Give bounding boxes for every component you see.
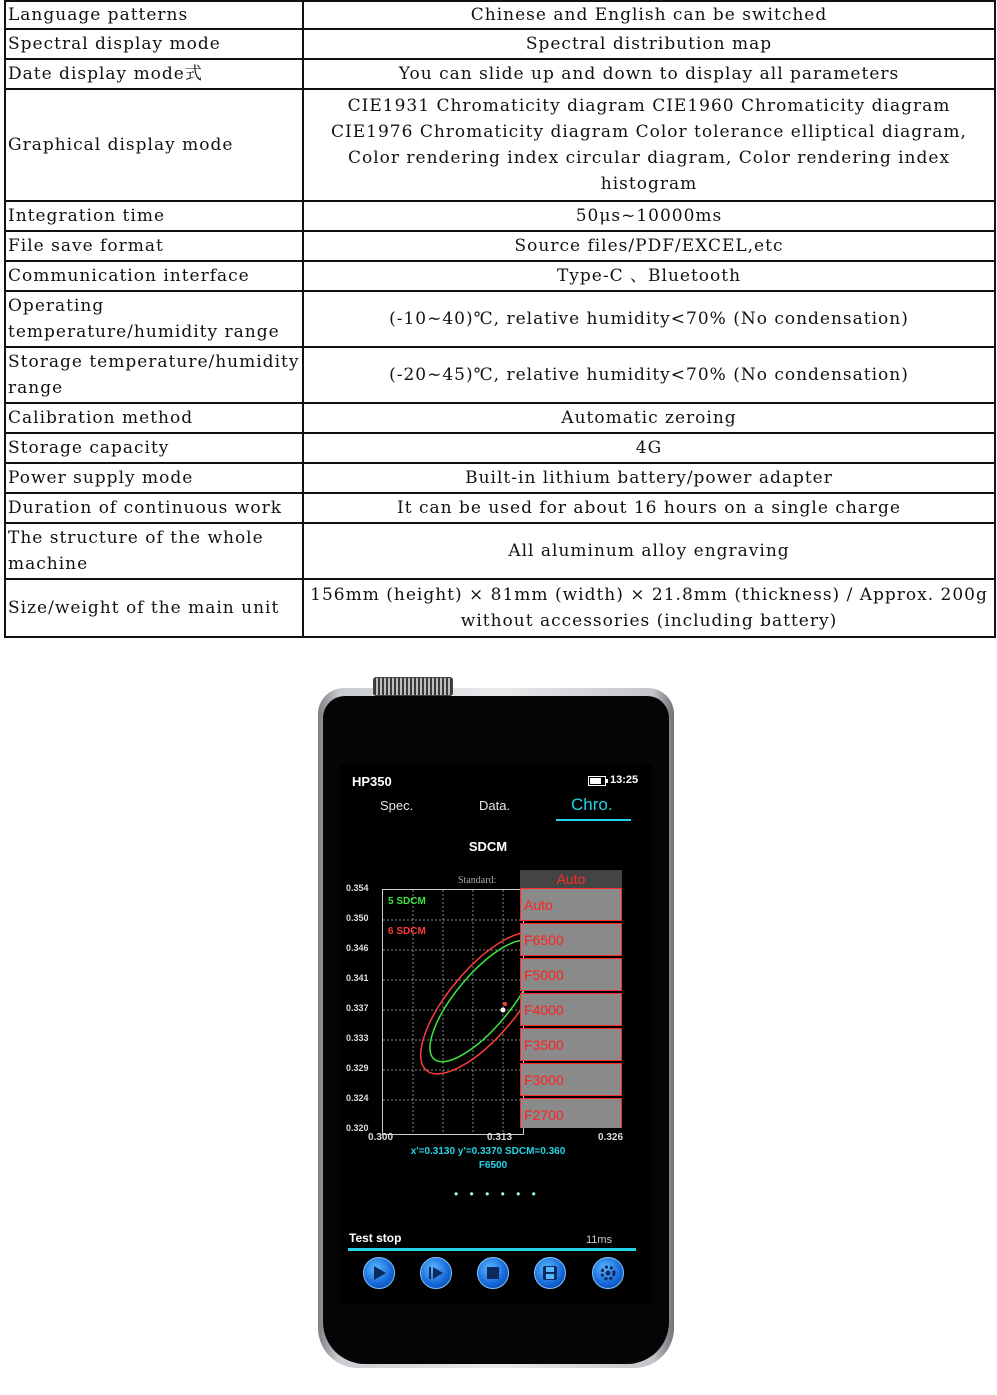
spec-value: Spectral distribution map [303,29,995,59]
x-tick: 0.326 [598,1132,624,1143]
label-6-sdcm: 6 SDCM [388,926,426,937]
spec-row [5,89,995,201]
page-indicator[interactable]: • • • • • • [454,1187,540,1201]
spec-value: (-10~40)℃, relative humidity<70% (No condensation) [303,291,995,347]
spec-value: You can slide up and down to display all parameters [303,59,995,89]
spec-value: 50μs~10000ms [303,201,995,231]
y-tick: 0.320 [346,1123,369,1133]
chromaticity-readout: x'=0.3130 y'=0.3370 SDCM=0.360 [410,1146,566,1157]
integration-time: 11ms [586,1234,613,1246]
spec-key: Language patterns [5,1,303,29]
screen-title: SDCM [468,839,508,854]
standard-dropdown[interactable] [520,870,622,1128]
spec-key: Communication interface [5,261,303,291]
dropdown-option[interactable]: F3500 [520,1028,622,1061]
spec-key: The structure of the whole machine [5,523,303,579]
spec-key: Calibration method [5,403,303,433]
y-tick: 0.346 [346,943,369,953]
standard-point [503,1002,507,1006]
spec-key: Storage temperature/humidity range [5,347,303,403]
x-tick: 0.313 [487,1132,513,1143]
spec-value: 4G [303,433,995,463]
spec-key: Graphical display mode [5,89,303,201]
tab-data[interactable]: Data. [479,798,511,813]
ellipse-5-sdcm [413,925,523,1076]
model-name: HP350 [352,774,392,789]
y-tick: 0.350 [346,913,369,923]
y-tick: 0.333 [346,1033,369,1043]
measured-point [501,1008,506,1013]
spec-value: It can be used for about 16 hours on a single charge [303,493,995,523]
spec-key: Duration of continuous work [5,493,303,523]
dropdown-option[interactable]: F4000 [520,993,622,1026]
save-icon [540,1263,560,1283]
stop-icon [483,1263,503,1283]
spec-key: Operating temperature/humidity range [5,291,303,347]
spec-row [5,579,995,637]
spec-row [5,1,995,29]
spec-row [5,433,995,463]
save-button[interactable] [534,1257,566,1289]
spec-row [5,523,995,579]
spec-value: (-20~45)℃, relative humidity<70% (No condensation) [303,347,995,403]
dropdown-selected[interactable]: Auto [520,870,622,888]
spec-row [5,231,995,261]
active-tab-underline [556,819,631,821]
spec-value: Source files/PDF/EXCEL,etc [303,231,995,261]
play-icon [369,1263,389,1283]
clock: 13:25 [610,774,639,786]
status-text: Test stop [349,1231,402,1245]
spec-value: CIE1931 Chromaticity diagram CIE1960 Chromaticity diagram CIE1976 Chromaticity diagram Color tolerance elliptical diagram, Color rendering index circular diagram, Color rendering index histogram [303,89,995,201]
step-button[interactable] [420,1257,452,1289]
spec-table [4,0,996,638]
spec-value: 156mm (height) × 81mm (width) × 21.8mm (thickness) / Approx. 200g without accessories (including battery) [303,579,995,637]
tab-spec[interactable]: Spec. [380,798,414,813]
spec-row [5,403,995,433]
spec-row [5,291,995,347]
spec-key: Spectral display mode [5,29,303,59]
spec-value: Automatic zeroing [303,403,995,433]
spec-key: Storage capacity [5,433,303,463]
spec-row [5,261,995,291]
y-tick: 0.341 [346,973,369,983]
spec-key: Power supply mode [5,463,303,493]
play-button[interactable] [363,1257,395,1289]
spec-key: Integration time [5,201,303,231]
spec-row [5,493,995,523]
spec-value: Chinese and English can be switched [303,1,995,29]
gear-icon [598,1263,618,1283]
spec-row [5,59,995,89]
spec-row [5,201,995,231]
standard-label: Standard: [458,875,497,886]
dropdown-option[interactable]: Auto [520,888,622,921]
tab-chro[interactable]: Chro. [571,795,613,814]
spec-key: Size/weight of the main unit [5,579,303,637]
y-tick: 0.354 [346,883,369,893]
spec-row [5,29,995,59]
spec-key: File save format [5,231,303,261]
x-tick: 0.300 [368,1132,394,1143]
readout-standard: F6500 [478,1160,508,1171]
device-screen [340,765,652,1303]
settings-button[interactable] [592,1257,624,1289]
spec-value: All aluminum alloy engraving [303,523,995,579]
y-tick: 0.337 [346,1003,369,1013]
dropdown-option[interactable]: F3000 [520,1063,622,1096]
y-tick: 0.329 [346,1063,369,1073]
status-bar [348,1248,636,1251]
spec-key: Date display mode式 [5,59,303,89]
label-5-sdcm: 5 SDCM [388,896,426,907]
stop-button[interactable] [477,1257,509,1289]
device-knob [373,677,453,696]
spec-value: Built-in lithium battery/power adapter [303,463,995,493]
y-tick: 0.324 [346,1093,369,1103]
battery-icon [588,776,606,786]
dropdown-option[interactable]: F5000 [520,958,622,991]
step-play-icon [426,1263,446,1283]
spec-value: Type-C 、Bluetooth [303,261,995,291]
dropdown-option[interactable]: F6500 [520,923,622,956]
spec-row [5,463,995,493]
dropdown-option[interactable]: F2700 [520,1098,622,1128]
spec-row [5,347,995,403]
